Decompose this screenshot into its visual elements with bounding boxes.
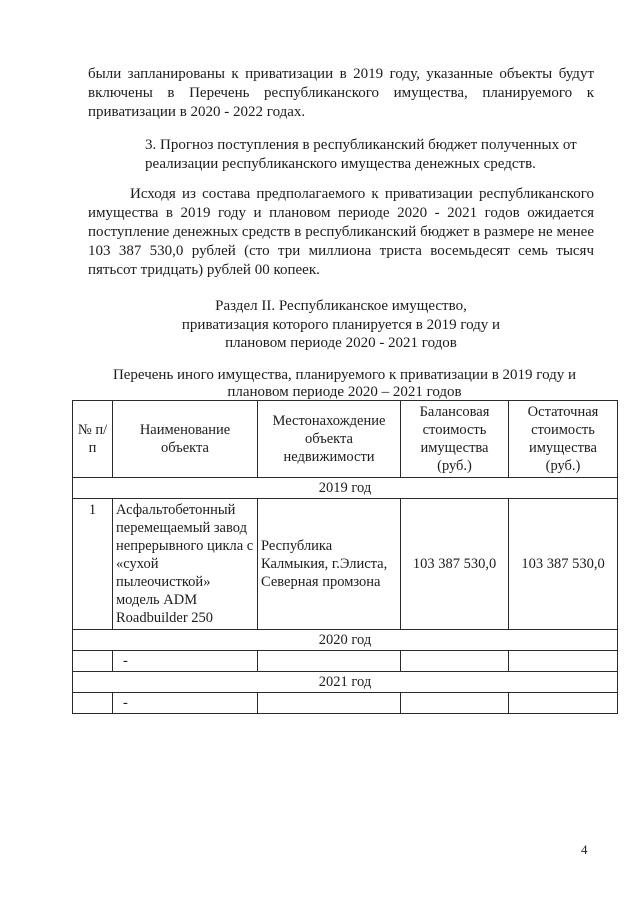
header-residual-value: Остаточная стоимость имущества (руб.) (509, 401, 618, 478)
year-label-2021: 2021 год (73, 672, 618, 693)
empty-row-2020 (73, 651, 618, 672)
header-location: Местонахождение объекта недвижимости (258, 401, 401, 478)
table-row (73, 499, 618, 630)
section3-heading-line1: 3. Прогноз поступления в республиканский бюджет полученных от (145, 137, 577, 153)
section3-heading-line2: реализации республиканского имущества денежных средств. (145, 156, 536, 172)
row-residual-value: 103 387 530,0 (509, 499, 618, 630)
header-book-value: Балансовая стоимость имущества (руб.) (401, 401, 509, 478)
row-object-name: Асфальтобетонный перемещаемый завод непрерывного цикла с «сухой пылеочисткой» модель ADM Roadbuilder 250 (113, 499, 258, 630)
row-book-value: 103 387 530,0 (401, 499, 509, 630)
empty-row-2021 (73, 693, 618, 714)
year-label-2019: 2019 год (73, 478, 618, 499)
section-heading-line1: Раздел II. Республиканское имущество, (215, 298, 467, 314)
dash-2020: - (113, 651, 258, 672)
property-table (72, 400, 618, 714)
forecast-paragraph: Исходя из состава предполагаемого к приватизации республиканского имущества в 2019 году и плановом периоде 2020 - 2021 годов ожидается поступление денежных средств в республиканский бюджет в размере не менее 103 387 530,0 рублей (сто три миллиона триста восемьдесят семь тысяч пятьсот тридцать) рублей 00 копеек. (88, 186, 594, 278)
year-label-2020: 2020 год (73, 630, 618, 651)
table-header-row (73, 401, 618, 478)
header-object-name: Наименование объекта (113, 401, 258, 478)
section-heading-line3: плановом периоде 2020 - 2021 годов (225, 335, 457, 351)
row-location: Республика Калмыкия, г.Элиста, Северная промзона (258, 499, 401, 630)
dash-2021: - (113, 693, 258, 714)
section-heading-line2: приватизация которого планируется в 2019 году и (181, 317, 501, 333)
continuation-paragraph: были запланированы к приватизации в 2019 году, указанные объекты будут включены в Перечень республиканского имущества, планируемого к приватизации в 2020 - 2022 годах. (88, 66, 594, 120)
table-title-line1: Перечень иного имущества, планируемого к приватизации в 2019 году и (112, 367, 577, 383)
year-row-2019 (73, 478, 618, 499)
row-number: 1 (73, 499, 113, 630)
year-row-2020 (73, 630, 618, 651)
header-number: № п/п (73, 401, 113, 478)
year-row-2021 (73, 672, 618, 693)
table-title-line2: плановом периоде 2020 – 2021 годов (227, 384, 462, 400)
page-number: 4 (581, 842, 588, 857)
